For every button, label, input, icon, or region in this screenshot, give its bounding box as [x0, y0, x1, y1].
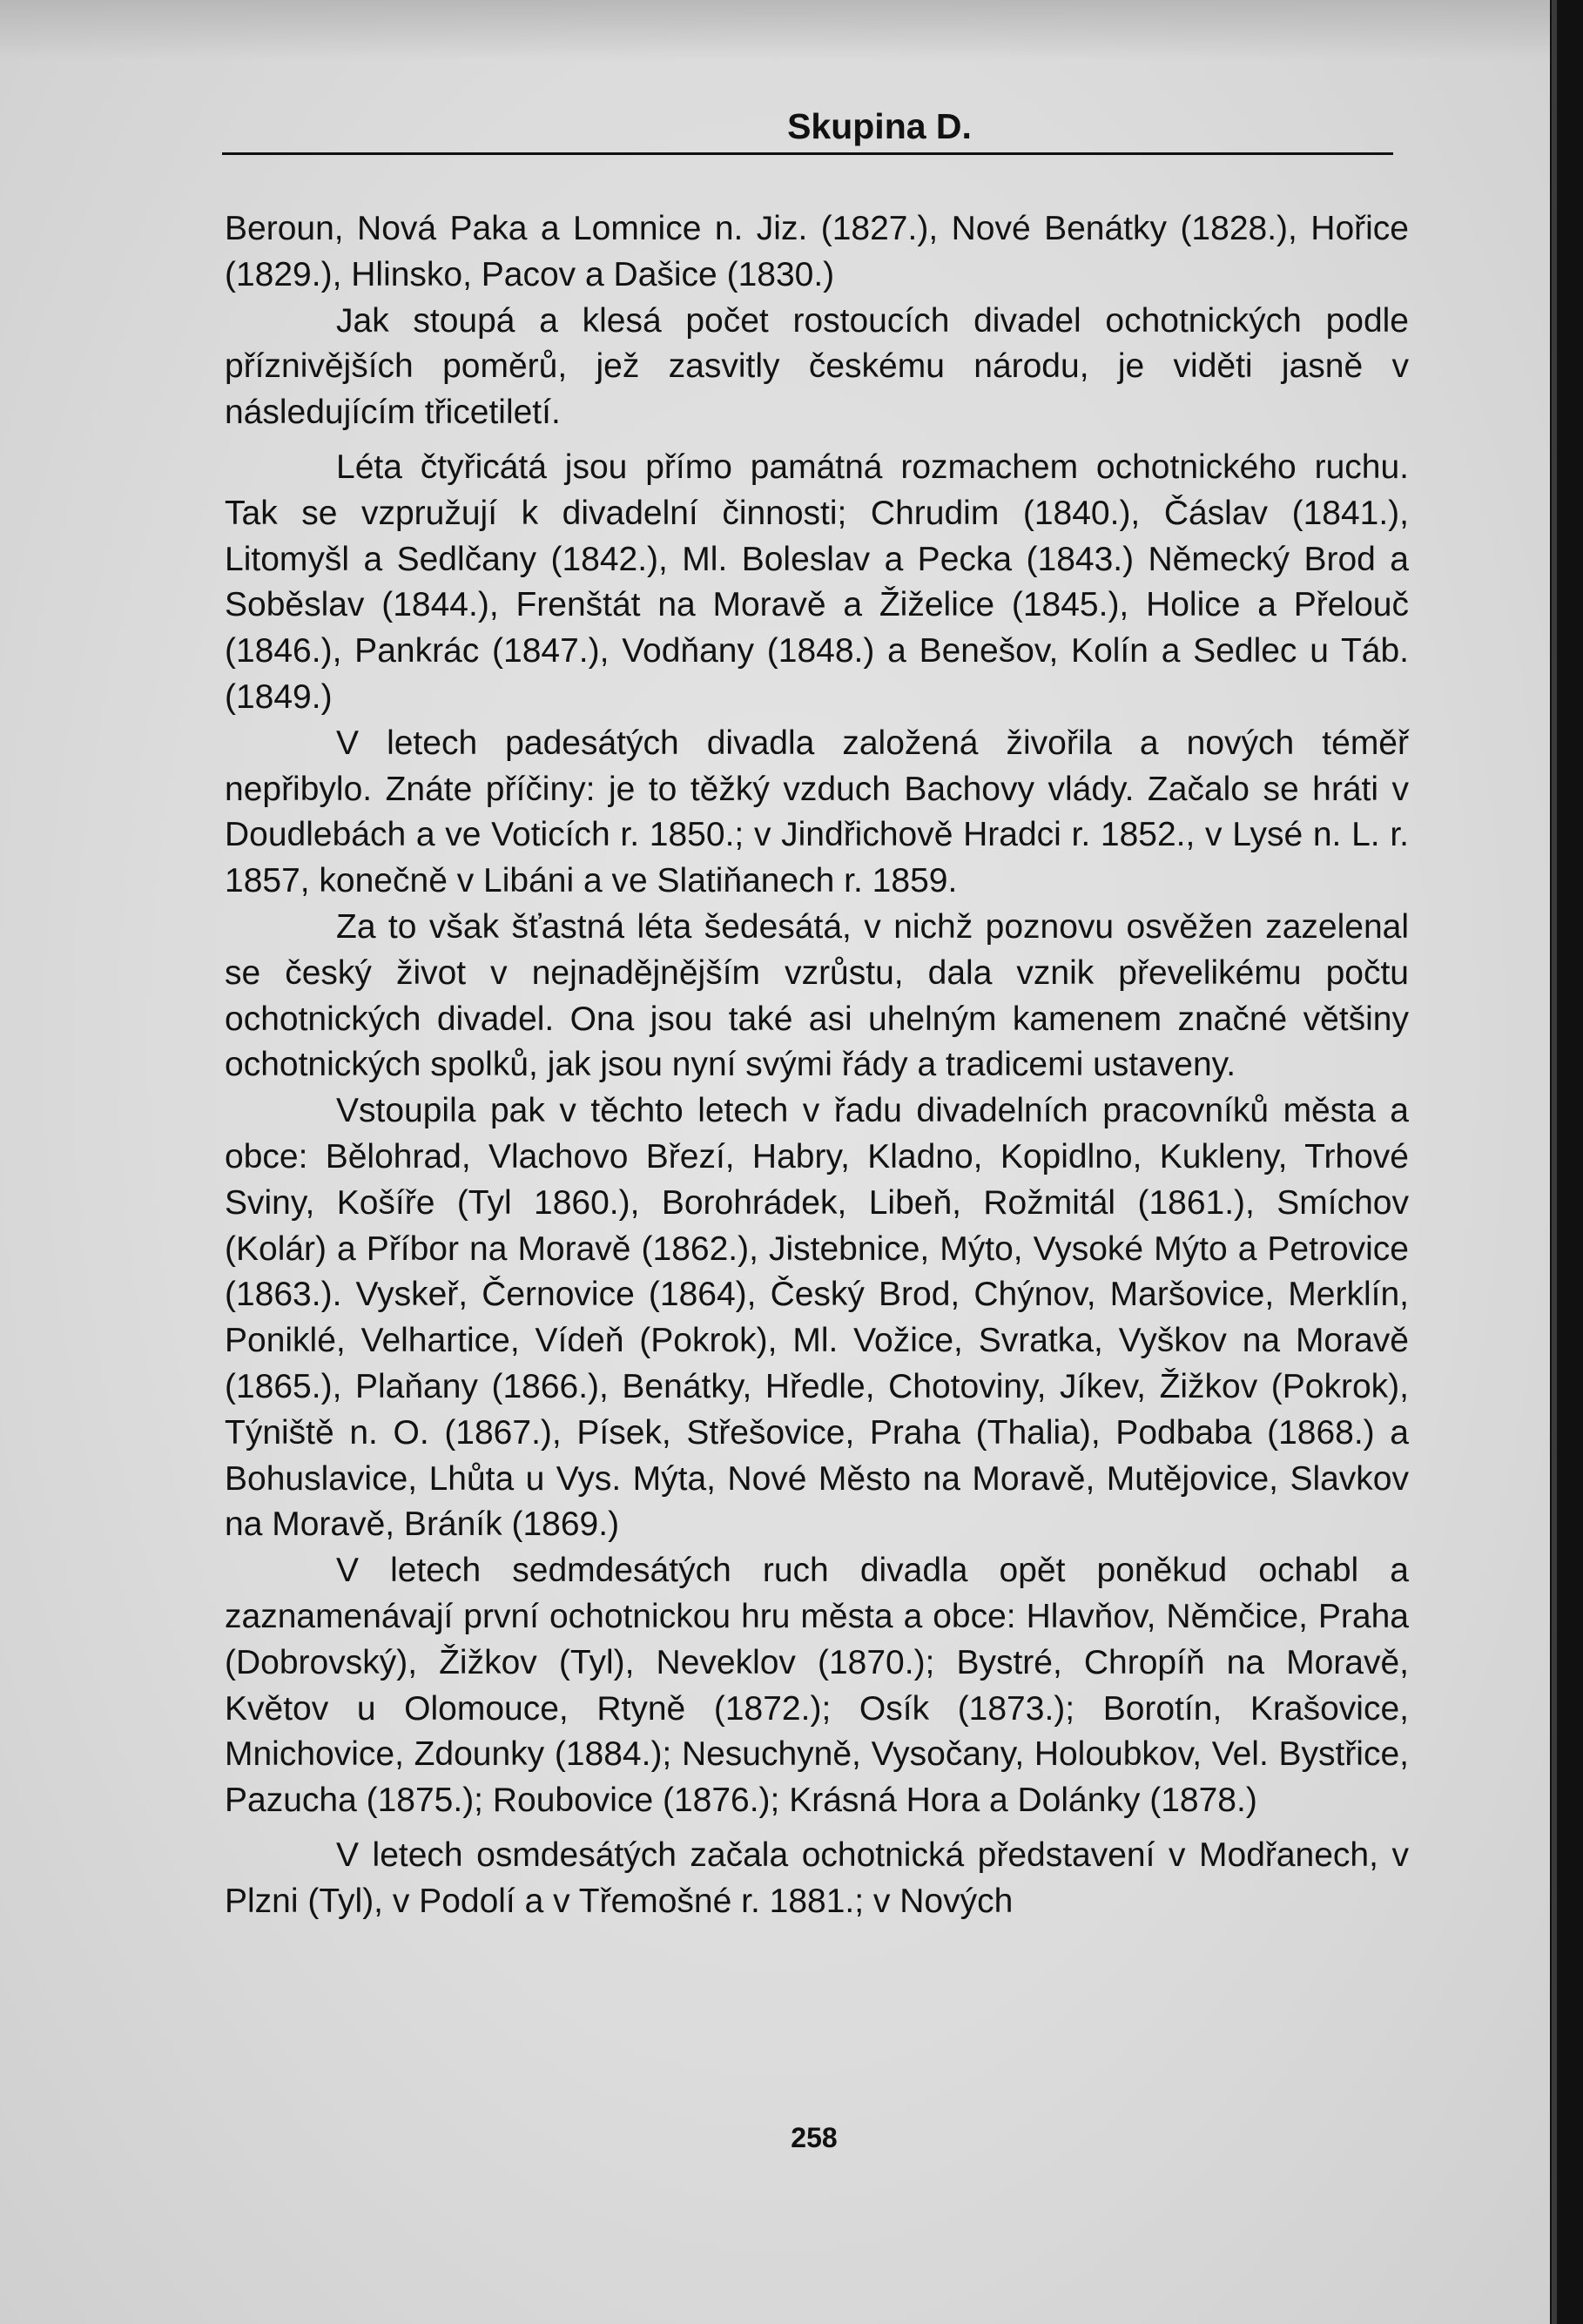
paragraph-7: V letech sedmdesátých ruch divadla opět poněkud ochabl a zaznamenávají první ochotnickou hru města a obce: Hlavňov, Němčice, Praha (Dobrovský), Žižkov (Tyl), Neveklov (1870.); Bystré, Chropíň na Moravě, Květov u Olomouce, Rtyně (1872.); Osík (1873.); Borotín, Krašovice, Mnichovice, Zdounky (1884.); Nesuchyně, Vysočany, Holoubkov, Vel. Bystřice, Pazucha (1875.); Roubovice (1876.); Krásná Hora a Dolánky (1878.): [225, 1552, 1409, 1820]
paragraph-6: Vstoupila pak v těchto letech v řadu divadelních pracovníků města a obce: Bělohrad, Vlachovo Březí, Habry, Kladno, Kopidlno, Kukleny, Trhové Sviny, Košíře (Tyl 1860.), Borohrádek, Libeň, Rožmitál (1861.), Smíchov (Kolár) a Příbor na Moravě (1862.), Jistebnice, Mýto, Vysoké Mýto a Petrovice (1863.). Vyskeř, Černovice (1864), Český Brod, Chýnov, Maršovice, Merklín, Poniklé, Velhartice, Vídeň (Pokrok), Ml. Vožice, Svratka, Vyškov na Moravě (1865.), Plaňany (1866.), Benátky, Hředle, Chotoviny, Jíkev, Žižkov (Pokrok), Týniště n. O. (1867.), Písek, Střešovice, Praha (Thalia), Podbaba (1868.) a Bohuslavice, Lhůta u Vys. Mýta, Nové Město na Moravě, Mutějovice, Slavkov na Moravě, Bráník (1869.): [225, 1092, 1409, 1544]
paragraph-1: Beroun, Nová Paka a Lomnice n. Jiz. (1827.), Nové Benátky (1828.), Hořice (1829.), Hlinsko, Pacov a Dašice (1830.): [225, 210, 1409, 293]
body-text: [225, 206, 1409, 1924]
page-top-shadow: [0, 0, 1550, 61]
header-rule: [222, 152, 1393, 155]
paragraph-3: Léta čtyřicátá jsou přímo památná rozmachem ochotnického ruchu. Tak se vzpružují k divadelní činnosti; Chrudim (1840.), Čáslav (1841.), Litomyšl a Sedlčany (1842.), Ml. Boleslav a Pecka (1843.) Německý Brod a Soběslav (1844.), Frenštát na Moravě a Žiželice (1845.), Holice a Přelouč (1846.), Pankrác (1847.), Vodňany (1848.) a Benešov, Kolín a Sedlec u Táb. (1849.): [225, 448, 1409, 716]
paragraph-5: Za to však šťastná léta šedesátá, v nichž poznovu osvěžen zazelenal se český život v nejnadějnějším vzrůstu, dala vznik převelikému počtu ochotnických divadel. Ona jsou také asi uhelným kamenem značné většiny ochotnických spolků, jak jsou nyní svými řády a tradicemi ustaveny.: [225, 907, 1409, 1084]
scan-right-border-line: [1552, 0, 1557, 2324]
paragraph-4: V letech padesátých divadla založená živořila a nových téměř nepřibylo. Znáte příčiny: je to těžký vzduch Bachovy vlády. Začalo se hráti v Doudlebách a ve Voticích r. 1850.; v Jindřichově Hradci r. 1852., v Lysé n. L. r. 1857, konečně v Libáni a ve Slatiňanech r. 1859.: [225, 724, 1409, 900]
paragraph-8: V letech osmdesátých začala ochotnická představení v Modřanech, v Plzni (Tyl), v Podolí a v Třemošné r. 1881.; v Nových: [225, 1836, 1409, 1920]
page-number: 258: [791, 2122, 838, 2153]
paragraph-2: Jak stoupá a klesá počet rostoucích divadel ochotnických podle příznivějších poměrů, jež zasvitly českému národu, je viděti jasně v následujícím třicetiletí.: [225, 301, 1409, 432]
page-header: Skupina D.: [787, 106, 972, 146]
